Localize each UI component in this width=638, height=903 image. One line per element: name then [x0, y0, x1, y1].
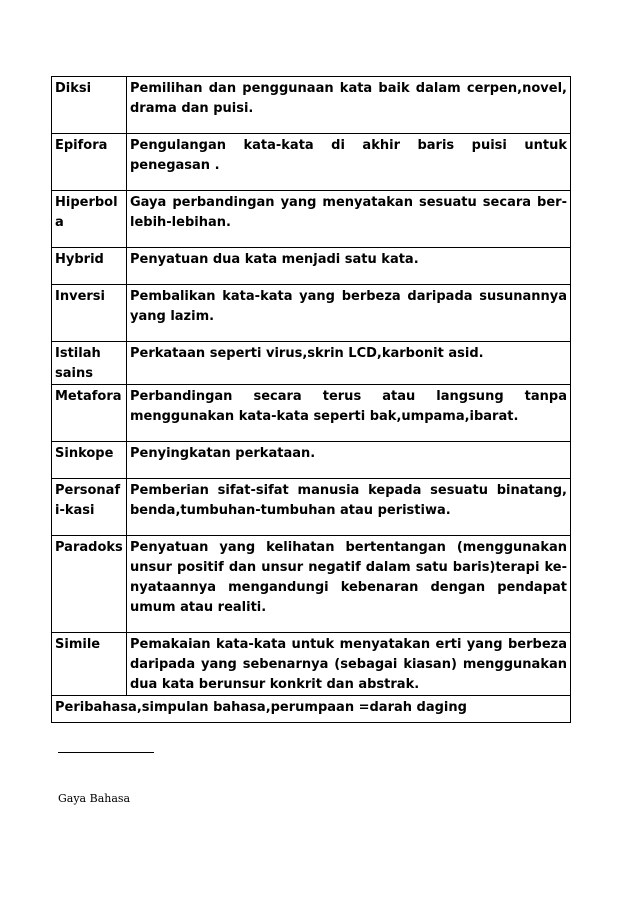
table-row	[52, 633, 571, 696]
term-cell: Personafi-kasi	[52, 479, 127, 536]
definition-cell: Pengulangan kata-kata di akhir baris puisi untuk penegasan .	[127, 134, 571, 191]
table-row	[52, 696, 571, 723]
definition-cell: Penyingkatan perkataan.	[127, 442, 571, 479]
definition-cell: Pemakaian kata-kata untuk menyatakan erti yang berbeza daripada yang sebenarnya (sebagai kiasan) menggunakan dua kata berunsur konkrit dan abstrak.	[127, 633, 571, 696]
term-cell: Diksi	[52, 77, 127, 134]
definition-cell: Perbandingan secara terus atau langsung tanpa menggunakan kata-kata seperti bak,umpama,ibarat.	[127, 385, 571, 442]
table-row	[52, 134, 571, 191]
term-cell: Simile	[52, 633, 127, 696]
table-row	[52, 479, 571, 536]
term-cell: Hiperbola	[52, 191, 127, 248]
peribahasa-cell: Peribahasa,simpulan bahasa,perumpaan =darah daging	[52, 696, 571, 723]
term-cell: Inversi	[52, 285, 127, 342]
table-row	[52, 442, 571, 479]
table-row	[52, 248, 571, 285]
table-row	[52, 385, 571, 442]
table-row	[52, 342, 571, 385]
definition-cell: Penyatuan dua kata menjadi satu kata.	[127, 248, 571, 285]
term-cell: Sinkope	[52, 442, 127, 479]
term-cell: Epifora	[52, 134, 127, 191]
definition-cell: Penyatuan yang kelihatan bertentangan (menggunakan unsur positif dan unsur negatif dalam satu baris)terapi ke-nyataannya mengandungi kebenaran dengan pendapat umum atau realiti.	[127, 536, 571, 633]
definition-cell: Pemberian sifat-sifat manusia kepada sesuatu binatang, benda,tumbuhan-tumbuhan atau peristiwa.	[127, 479, 571, 536]
term-cell: Paradoks	[52, 536, 127, 633]
term-cell: Hybrid	[52, 248, 127, 285]
definition-cell: Pembalikan kata-kata yang berbeza daripada susunannya yang lazim.	[127, 285, 571, 342]
table-row	[52, 77, 571, 134]
definition-cell: Pemilihan dan penggunaan kata baik dalam cerpen,novel, drama dan puisi.	[127, 77, 571, 134]
footnote-text: Gaya Bahasa	[58, 792, 131, 805]
footnote-separator	[58, 752, 154, 753]
definition-cell: Perkataan seperti virus,skrin LCD,karbonit asid.	[127, 342, 571, 385]
gaya-bahasa-table	[51, 76, 571, 723]
term-cell: Istilah sains	[52, 342, 127, 385]
table-row	[52, 536, 571, 633]
term-cell: Metafora	[52, 385, 127, 442]
table-row	[52, 191, 571, 248]
table-row	[52, 285, 571, 342]
definition-cell: Gaya perbandingan yang menyatakan sesuatu secara ber-lebih-lebihan.	[127, 191, 571, 248]
